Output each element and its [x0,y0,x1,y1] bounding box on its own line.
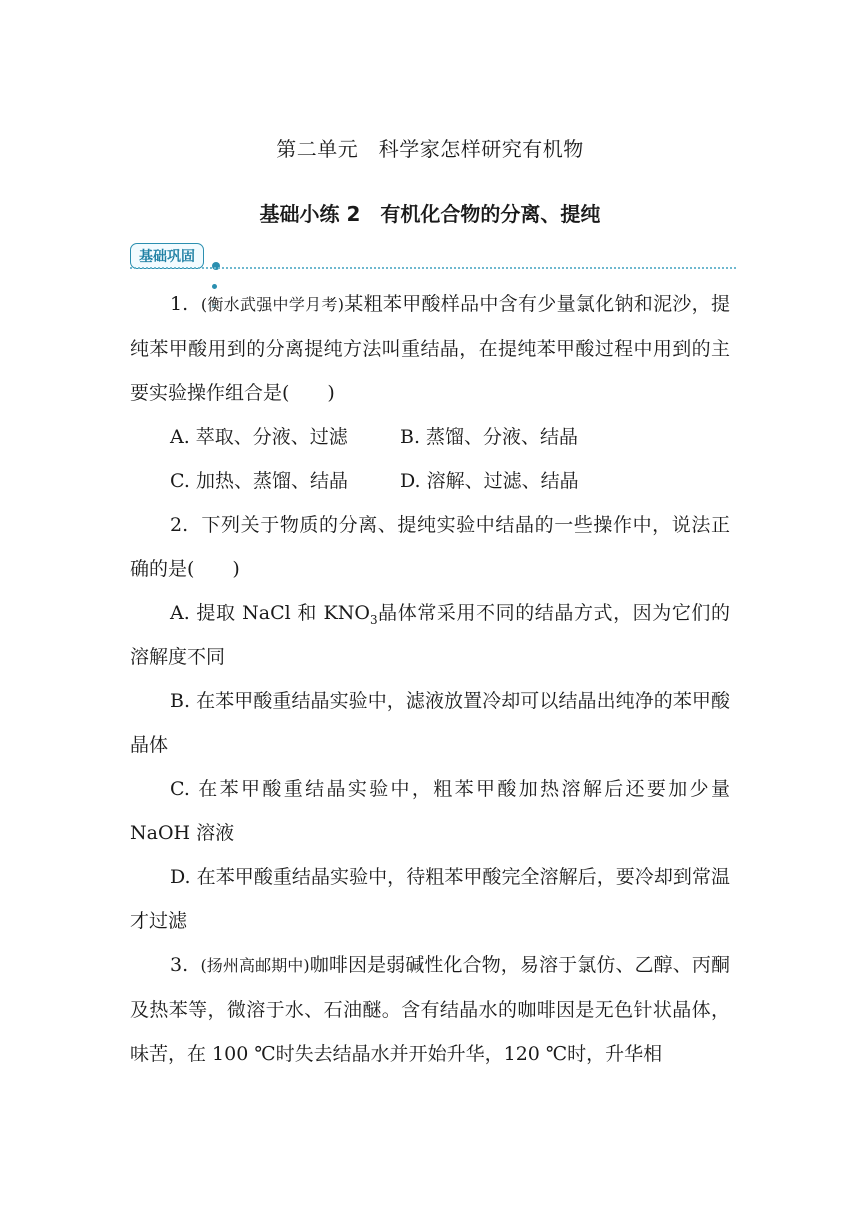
q1-stem: 某粗苯甲酸样品中含有少量氯化钠和泥沙，提纯苯甲酸用到的分离提纯方法叫重结晶，在提纯苯甲酸过程中用到的主要实验操作组合是( ) [130,293,730,404]
q3-source: (扬州高邮期中) [200,956,310,975]
question-list [130,282,730,1076]
section-badge: 基础巩固 [130,243,204,269]
question-1 [130,282,730,415]
q2-option-a-text: A. 提取 NaCl 和 KNO [170,602,370,624]
practice-title: 基础小练 2 有机化合物的分离、提纯 [259,202,601,226]
section-divider [130,267,736,269]
q1-option-b: B. 蒸馏、分液、结晶 [400,426,579,448]
q3-stem: 咖啡因是弱碱性化合物，易溶于氯仿、乙醇、丙酮及热苯等，微溶于水、石油醚。含有结晶水的咖啡因是无色针状晶体，味苦，在 100 ℃时失去结晶水并开始升华，120 ℃时，升华相 [130,954,730,1065]
question-2 [130,503,730,591]
q1-number: 1. [170,293,189,315]
q1-option-a: A. 萃取、分液、过滤 [170,426,348,448]
q1-option-d: D. 溶解、过滤、结晶 [400,470,579,492]
q1-option-c: C. 加热、蒸馏、结晶 [170,470,348,492]
q2-option-a-rest: 晶体常采用不同的结晶方式，因为它们的溶解度不同 [130,602,730,668]
q1-options [130,415,730,503]
q2-option-d: D. 在苯甲酸重结晶实验中，待粗苯甲酸完全溶解后，要冷却到常温才过滤 [130,866,730,932]
q2-option-a-sub: 3 [369,612,378,627]
q3-number: 3. [170,954,189,976]
unit-title: 第二单元 科学家怎样研究有机物 [276,137,584,161]
q2-option-b: B. 在苯甲酸重结晶实验中，滤液放置冷却可以结晶出纯净的苯甲酸晶体 [130,690,730,756]
q2-option-c: C. 在苯甲酸重结晶实验中，粗苯甲酸加热溶解后还要加少量 NaOH 溶液 [130,778,730,844]
question-3 [130,943,730,1076]
q2-option-a [130,591,730,679]
section-header [130,243,204,267]
q2-number: 2. [170,514,189,536]
q2-stem: 下列关于物质的分离、提纯实验中结晶的一些操作中，说法正确的是( ) [130,514,730,580]
q1-source: (衡水武强中学月考) [200,295,344,314]
